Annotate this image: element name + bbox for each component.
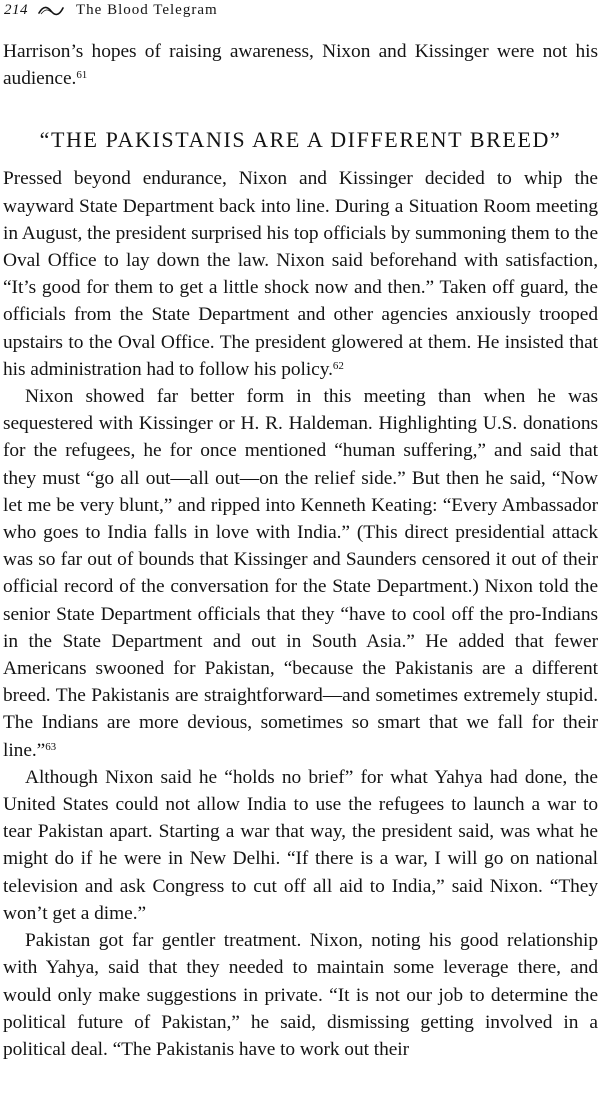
paragraph: Although Nixon said he “holds no brief” for what Yahya had done, the United States could not allow India to use the refugees to launch a war to tear Pakistan apart. Starting a war that way, the president said, was what he might do if he were in New Delhi. “If there is a war, I will go on national television and ask Congress to cut off all aid to India,” said Nixon. “They won’t get a dime.” — [3, 766, 598, 924]
footnote-ref-63: 63 — [45, 740, 57, 753]
footnote-ref-62: 62 — [332, 359, 344, 372]
paragraph: Pressed beyond endurance, Nixon and Kissinger decided to whip the wayward State Department back into line. During a Situation Room meeting in August, the president surprised his top officials by summoning them to the Oval Office to lay down the law. Nixon said beforehand with satisfaction, “It’s good for them to get a little shock now and then.” Taken off guard, the officials from the State Department and other agencies anxiously trooped upstairs to the Oval Office. The president glowered at them. He insisted that his administration had to follow his policy.$^{62}$ — [3, 168, 598, 380]
body-text — [3, 38, 598, 1063]
running-head — [4, 2, 218, 19]
paragraph-continued: Harrison’s hopes of raising awareness, Nixon and Kissinger were not his audience.$^{61}$ — [3, 41, 598, 90]
paragraph: Nixon showed far better form in this meeting than when he was sequestered with Kissinger or H. R. Haldeman. Highlighting U.S. donations for the refugees, he for once mentioned “human suffering,” and said that they must “go all out—all out—on the relief side.” But then he said, “Now let me be very blunt,” and ripped into Kenneth Keating: “Every Ambassador who goes to India falls in love with India.” (This direct presidential attack was so far out of bounds that Kissinger and Saunders censored it out of their official record of the conversation for the State Department.) Nixon told the senior State Department officials that they “have to cool off the pro-Indians in the State Department and out in South Asia.” He added that fewer Americans swooned for Pakistan, “because the Pakistanis are a different breed. The Pakistanis are straightforward—and sometimes extremely stupid. The Indians are more devious, sometimes so smart that we fall for their line.”$^{63}$ — [3, 386, 598, 761]
page-number: 214 — [4, 2, 28, 18]
paragraph: Pakistan got far gentler treatment. Nixon, noting his good relationship with Yahya, said that they needed to maintain some leverage there, and would only make suggestions in private. “It is not our job to determine the political future of Pakistan,” he said, dismissing getting involved in a political deal. “The Pakistanis have to work out their — [3, 930, 598, 1060]
running-head-book-title: The Blood Telegram — [76, 2, 218, 18]
tilde-swash-ornament-icon — [38, 5, 64, 17]
section-heading: “THE PAKISTANIS ARE A DIFFERENT BREED” — [39, 127, 562, 153]
footnote-ref-61: 61 — [76, 69, 88, 82]
